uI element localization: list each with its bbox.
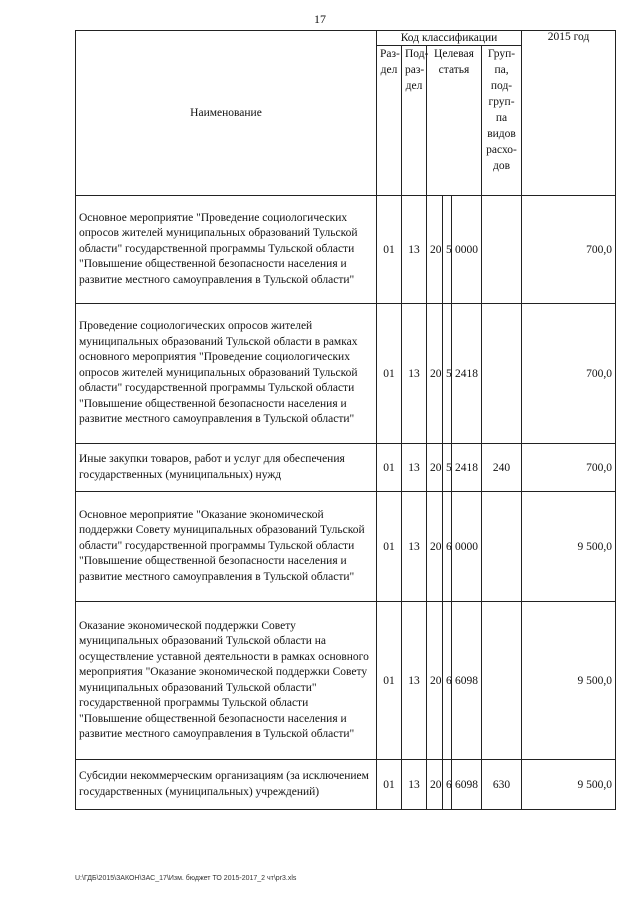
header-expense-group: Груп- па, под- груп- па видов расхо- дов [482,46,522,196]
row-target-program: 20 [427,602,443,760]
row-section: 01 [377,760,402,810]
row-target-subprogram: 5 [443,304,452,444]
row-amount: 700,0 [522,444,616,492]
row-target-program: 20 [427,304,443,444]
header-subsection: Под- раз- дел [402,46,427,196]
row-name: Оказание экономической поддержки Совету муниципальных образований Тульской области на осуществление уставной деятельности в рамках основного мероприятия "Оказание экономической поддержки Совету муниципальных образований Тульской области" государственной программы Тульской области "Повышение общественной безопасности населения и развитие местного самоуправления в Тульской области" [76,602,377,760]
row-section: 01 [377,196,402,304]
budget-table [75,30,616,810]
row-target-code: 0000 [452,196,482,304]
row-section: 01 [377,492,402,602]
row-target-subprogram: 5 [443,196,452,304]
row-target-code: 2418 [452,444,482,492]
row-target-subprogram: 6 [443,602,452,760]
row-amount: 700,0 [522,196,616,304]
row-expense-type: 630 [482,760,522,810]
table-row [76,492,616,602]
page-number: 17 [314,12,326,26]
table-row [76,304,616,444]
row-name: Иные закупки товаров, работ и услуг для обеспечения государственных (муниципальных) нужд [76,444,377,492]
table-row [76,760,616,810]
row-section: 01 [377,444,402,492]
row-name: Основное мероприятие "Оказание экономической поддержки Совету муниципальных образований Тульской области" государственной программы Тульской области "Повышение общественной безопасности населения и развитие местного самоуправления в Тульской области" [76,492,377,602]
header-code-group: Код классификации [377,31,522,46]
row-amount: 9 500,0 [522,492,616,602]
row-target-subprogram: 6 [443,760,452,810]
row-target-subprogram: 5 [443,444,452,492]
row-target-code: 6098 [452,602,482,760]
row-subsection: 13 [402,760,427,810]
table-row [76,444,616,492]
row-target-code: 0000 [452,492,482,602]
row-expense-type [482,304,522,444]
row-name: Субсидии некоммерческим организациям (за исключением государственных (муниципальных) учреждений) [76,760,377,810]
row-target-code: 6098 [452,760,482,810]
row-subsection: 13 [402,196,427,304]
row-expense-type [482,196,522,304]
row-subsection: 13 [402,444,427,492]
row-section: 01 [377,602,402,760]
file-path-footer: U:\ГДБ\2015\ЗАКОН\ЗАС_17\Изм. бюджет ТО 2015-2017_2 чт\pr3.xls [75,875,297,882]
row-subsection: 13 [402,304,427,444]
header-name: Наименование [76,31,377,196]
row-target-code: 2418 [452,304,482,444]
row-name: Основное мероприятие "Проведение социологических опросов жителей муниципальных образований Тульской области" государственной программы Тульской области "Повышение общественной безопасности населения и развитие местного самоуправления в Тульской области" [76,196,377,304]
row-subsection: 13 [402,602,427,760]
table-row [76,196,616,304]
row-target-subprogram: 6 [443,492,452,602]
row-target-program: 20 [427,444,443,492]
row-name: Проведение социологических опросов жителей муниципальных образований Тульской области в рамках основного мероприятия "Проведение социологических опросов жителей муниципальных образований Тульской области" государственной программы Тульской области "Повышение общественной безопасности населения и развитие местного самоуправления в Тульской области" [76,304,377,444]
row-target-program: 20 [427,196,443,304]
table-row [76,602,616,760]
row-expense-type [482,602,522,760]
row-target-program: 20 [427,492,443,602]
header-section: Раз- дел [377,46,402,196]
header-target-article: Целевая статья [427,46,482,196]
row-expense-type [482,492,522,602]
row-expense-type: 240 [482,444,522,492]
row-section: 01 [377,304,402,444]
row-amount: 9 500,0 [522,602,616,760]
row-amount: 700,0 [522,304,616,444]
row-target-program: 20 [427,760,443,810]
row-amount: 9 500,0 [522,760,616,810]
header-year: 2015 год [522,31,616,196]
row-subsection: 13 [402,492,427,602]
